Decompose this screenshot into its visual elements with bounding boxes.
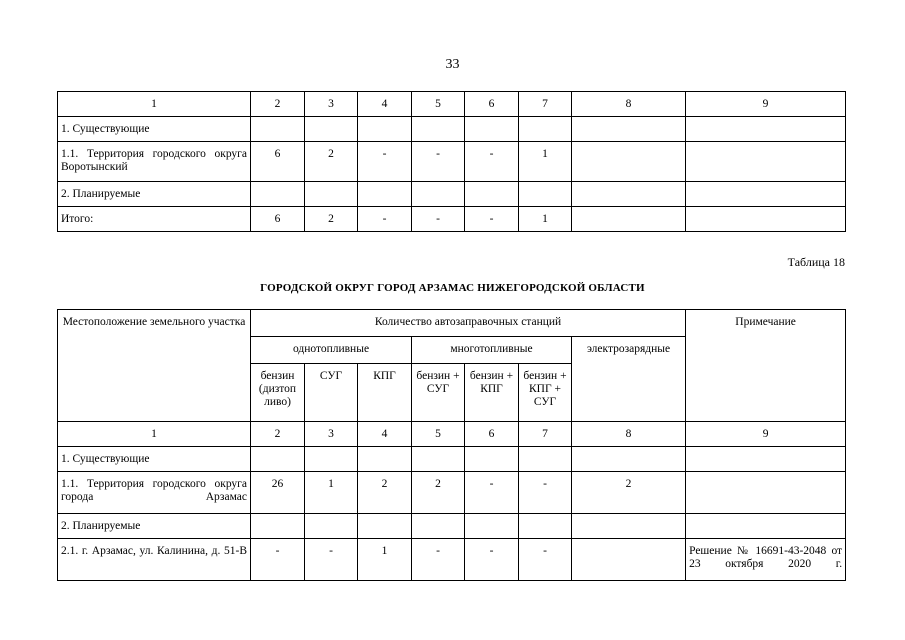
- cell: -: [412, 142, 465, 182]
- cell: [686, 117, 846, 142]
- table-row: [58, 514, 846, 539]
- gas-stations-table: [57, 309, 846, 581]
- cell: 2: [412, 472, 465, 514]
- cell: -: [251, 539, 305, 581]
- cell: [358, 182, 412, 207]
- cell: [305, 447, 358, 472]
- cell: [412, 447, 465, 472]
- cell: [358, 514, 412, 539]
- cell: 1: [519, 207, 572, 232]
- cell: [686, 207, 846, 232]
- row-label: 2.1. г. Арзамас, ул. Калинина, д. 51-В: [58, 539, 251, 581]
- table-row: [58, 472, 846, 514]
- cell: [686, 472, 846, 514]
- cell: 8: [572, 422, 686, 447]
- cell: 1: [519, 142, 572, 182]
- cell: 4: [358, 92, 412, 117]
- cell: 3: [305, 92, 358, 117]
- cell: [519, 117, 572, 142]
- cell: 1: [58, 422, 251, 447]
- cell: [358, 447, 412, 472]
- cell: [686, 142, 846, 182]
- header-location: Местоположение земельного участка: [58, 310, 251, 422]
- cell: [572, 182, 686, 207]
- header-number-row: [58, 422, 846, 447]
- table-row: [58, 182, 846, 207]
- cell: 8: [572, 92, 686, 117]
- row-label: Итого:: [58, 207, 251, 232]
- cell: -: [465, 539, 519, 581]
- cell: -: [465, 207, 519, 232]
- cell: 4: [358, 422, 412, 447]
- header-electric: электрозарядные: [572, 337, 686, 422]
- header-sub: бензин + СУГ: [412, 364, 465, 422]
- cell: 1: [305, 472, 358, 514]
- cell: 2: [251, 92, 305, 117]
- cell: [519, 514, 572, 539]
- cell: [305, 514, 358, 539]
- cell: [686, 514, 846, 539]
- table-row: [58, 539, 846, 581]
- cell: 6: [251, 142, 305, 182]
- table-row: [58, 142, 846, 182]
- cell: 6: [251, 207, 305, 232]
- cell: [519, 182, 572, 207]
- header-sub: СУГ: [305, 364, 358, 422]
- cell: 26: [251, 472, 305, 514]
- cell: 5: [412, 422, 465, 447]
- cell: [572, 514, 686, 539]
- cell: 2: [305, 207, 358, 232]
- table-number: Таблица 18: [787, 255, 845, 269]
- cell: [251, 182, 305, 207]
- cell: [305, 117, 358, 142]
- cell: [465, 182, 519, 207]
- cell: -: [305, 539, 358, 581]
- header-sub: бензин + КПГ: [465, 364, 519, 422]
- cell: [686, 182, 846, 207]
- cell: [572, 142, 686, 182]
- cell: 3: [305, 422, 358, 447]
- header-count: Количество автозаправочных станций: [251, 310, 686, 337]
- cell: [519, 447, 572, 472]
- row-label: 1.1. Территория городского округа Воротынский: [58, 142, 251, 182]
- cell: 5: [412, 92, 465, 117]
- cell: 6: [465, 92, 519, 117]
- table-row: [58, 207, 846, 232]
- cell: 7: [519, 92, 572, 117]
- cell: -: [465, 142, 519, 182]
- top-table-header-row: [58, 92, 846, 117]
- table-row: [58, 447, 846, 472]
- header-sub: КПГ: [358, 364, 412, 422]
- cell: [305, 182, 358, 207]
- header-note: Примечание: [686, 310, 846, 422]
- cell: [465, 514, 519, 539]
- cell: 6: [465, 422, 519, 447]
- note-cell: Решение № 16691-43-2048 от 23 октября 2020 г.: [686, 539, 846, 581]
- cell: 2: [572, 472, 686, 514]
- header-row: [58, 310, 846, 337]
- row-label: 1.1. Территория городского округа города Арзамас: [58, 472, 251, 514]
- table-row: [58, 117, 846, 142]
- cell: [465, 117, 519, 142]
- cell: [251, 514, 305, 539]
- header-single-fuel: однотопливные: [251, 337, 412, 364]
- table-title: ГОРОДСКОЙ ОКРУГ ГОРОД АРЗАМАС НИЖЕГОРОДСКОЙ ОБЛАСТИ: [260, 282, 645, 294]
- cell: [358, 117, 412, 142]
- cell: [412, 117, 465, 142]
- header-multi-fuel: многотопливные: [412, 337, 572, 364]
- cell: -: [412, 207, 465, 232]
- cell: 9: [686, 422, 846, 447]
- cell: 2: [358, 472, 412, 514]
- cell: 1: [58, 92, 251, 117]
- cell: -: [358, 142, 412, 182]
- cell: [412, 514, 465, 539]
- cell: -: [519, 539, 572, 581]
- cell: [465, 447, 519, 472]
- cell: [572, 539, 686, 581]
- row-label: 1. Существующие: [58, 117, 251, 142]
- cell: [251, 447, 305, 472]
- header-sub: бензин (дизтоп ливо): [251, 364, 305, 422]
- cell: 7: [519, 422, 572, 447]
- header-sub: бензин + КПГ + СУГ: [519, 364, 572, 422]
- cell: -: [519, 472, 572, 514]
- cell: -: [358, 207, 412, 232]
- cell: [572, 117, 686, 142]
- cell: -: [412, 539, 465, 581]
- cell: [572, 447, 686, 472]
- cell: 2: [305, 142, 358, 182]
- cell: 9: [686, 92, 846, 117]
- row-label: 2. Планируемые: [58, 182, 251, 207]
- cell: [572, 207, 686, 232]
- cell: [251, 117, 305, 142]
- top-table: [57, 91, 846, 232]
- row-label: 2. Планируемые: [58, 514, 251, 539]
- cell: 1: [358, 539, 412, 581]
- cell: [412, 182, 465, 207]
- page-number: 33: [445, 57, 460, 72]
- cell: [686, 447, 846, 472]
- cell: -: [465, 472, 519, 514]
- row-label: 1. Существующие: [58, 447, 251, 472]
- cell: 2: [251, 422, 305, 447]
